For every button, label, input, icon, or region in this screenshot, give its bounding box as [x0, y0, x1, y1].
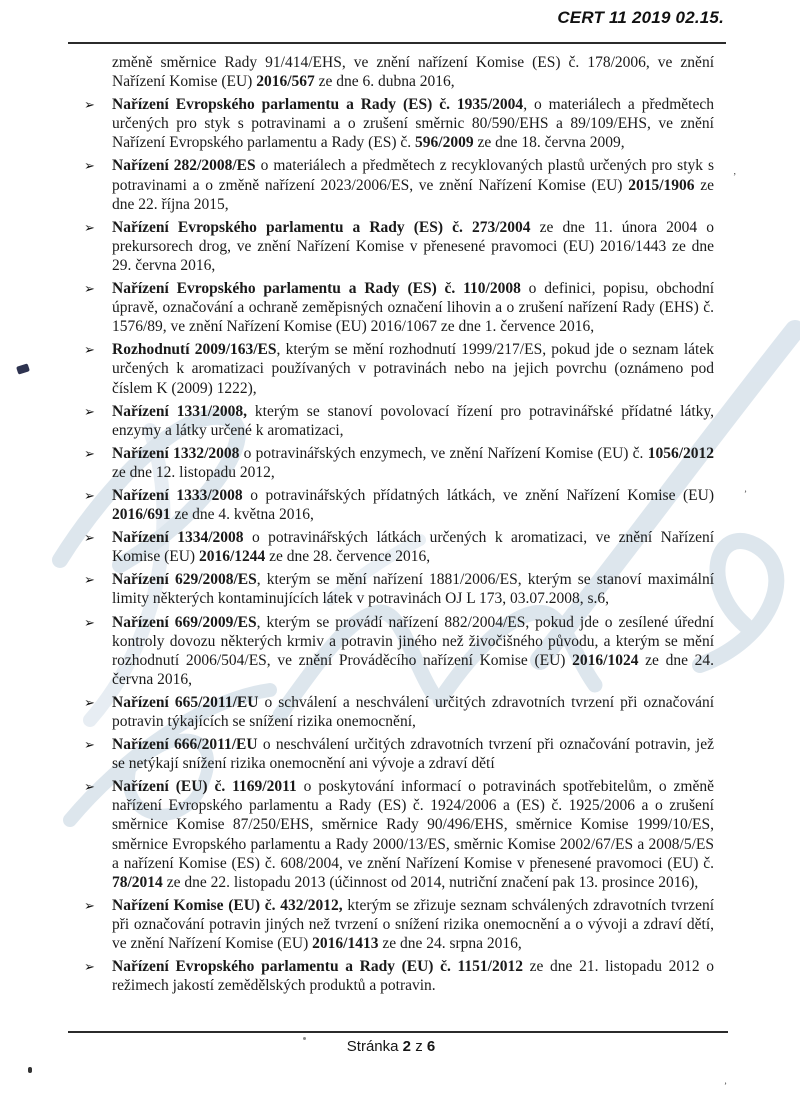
- regulation-ref-bold: 1056/2012: [647, 444, 714, 462]
- list-item: [84, 896, 714, 953]
- page-footer: [0, 1038, 800, 1055]
- bullet-arrow-icon: ➢: [84, 446, 95, 462]
- bullet-arrow-icon: ➢: [84, 488, 95, 504]
- regulation-ref-bold: Nařízení 666/2011/EU: [112, 736, 258, 754]
- bullet-arrow-icon: ➢: [84, 573, 95, 589]
- regulation-ref-bold: Nařízení (EU) č. 1169/2011: [112, 778, 297, 796]
- regulation-text: , o materiálech a předmětech určených pro styk s potravinami a o zrušení směrnic 80/590/EHS a 89/109/EHS, ve znění Nařízení Evropského parlamentu a Rady (ES) č.: [112, 96, 714, 152]
- regulation-text: ze dne 22. října 2015,: [112, 176, 715, 213]
- header-divider: [68, 42, 726, 44]
- bullet-arrow-icon: ➢: [84, 404, 95, 420]
- scan-artifact: ’: [733, 172, 737, 183]
- regulation-ref-bold: Nařízení 669/2009/ES: [112, 613, 257, 631]
- regulation-ref-bold: 2016/1244: [198, 548, 266, 566]
- regulation-text: ze dne 12. listopadu 2012,: [112, 463, 275, 481]
- list-item: [84, 279, 714, 336]
- bullet-arrow-icon: ➢: [84, 898, 95, 914]
- regulation-text: , kterým se mění rozhodnutí 1999/217/ES, pokud jde o seznam látek určených k aromatizaci používaných v potravinách nebo na jejich povrchu (oznámeno pod číslem K (2009) 1222),: [112, 341, 714, 397]
- regulation-text: kterým se stanoví povolovací řízení pro potravinářské přídatné látky, enzymy a látky určené k aromatizaci,: [112, 402, 714, 439]
- list-item: [84, 444, 714, 482]
- regulation-text: o materiálech a předmětech z recyklovaných plastů určených pro styk s potravinami a o změně nařízení 2023/2006/ES, ve znění Nařízení Komise (EU): [112, 157, 715, 194]
- list-item: [84, 486, 714, 524]
- regulation-text: o neschválení určitých zdravotních tvrzení při označování potravin, jež se netýkají snížení rizika onemocnění ani vývoje a zdraví dětí: [112, 736, 714, 773]
- regulation-text: o schválení a neschválení určitých zdravotních tvrzení při označování potravin týkajících se snížení rizika onemocnění,: [112, 693, 715, 730]
- regulation-text: , kterým se mění nařízení 1881/2006/ES, kterým se stanoví maximální limity některých kontaminujících látek v potravinách OJ L 173, 03.07.2008, s.6,: [112, 571, 715, 608]
- regulation-ref-bold: 2016/691: [112, 506, 171, 524]
- bullet-arrow-icon: ➢: [84, 220, 95, 236]
- regulation-ref-bold: Nařízení 629/2008/ES: [112, 571, 257, 589]
- regulation-text: o potravinářských přídatných látkách, ve znění Nařízení Komise (EU): [242, 486, 714, 504]
- regulation-ref-bold: Nařízení 1331/2008,: [112, 402, 247, 420]
- list-item: [84, 570, 715, 608]
- list-item: [84, 218, 714, 275]
- regulation-text: ze dne 24. srpna 2016,: [378, 935, 522, 953]
- regulation-text: o definici, popisu, obchodní úpravě, označování a ochraně zeměpisných označení lihovin a o zrušení nařízení Rady (EHS) č. 1576/89, ve znění Nařízení Komise (EU) 2016/1067 ze dne 1. července 2016,: [112, 280, 714, 336]
- list-item: [84, 340, 714, 397]
- regulation-text: , kterým se provádí nařízení 882/2004/ES, pokud jde o zesílené úřední kontroly dovozu některých krmiv a potravin jiného než živočišného původu, a kterým se mění rozhodnutí 2006/504/ES, ve znění Prováděcího nařízení Komise (EU): [112, 613, 714, 669]
- regulation-ref-bold: Nařízení 1334/2008: [112, 529, 244, 547]
- bullet-arrow-icon: ➢: [84, 343, 95, 359]
- scan-artifact: [28, 1067, 32, 1073]
- total-pages: 6: [426, 1038, 436, 1055]
- page-number: 2: [402, 1038, 412, 1055]
- regulation-text: ze dne 6. dubna 2016,: [314, 73, 455, 91]
- bullet-arrow-icon: ➢: [84, 615, 95, 631]
- scan-artifact: [303, 1037, 306, 1040]
- regulation-ref-bold: Nařízení Evropského parlamentu a Rady (ES) č. 110/2008: [112, 280, 521, 298]
- regulation-text: ze dne 21. listopadu 2012 o režimech jakostí zemědělských produktů a potravin.: [112, 958, 714, 995]
- list-item: [84, 693, 715, 731]
- list-item: [84, 735, 714, 773]
- regulation-ref-bold: Nařízení 665/2011/EU: [112, 693, 259, 711]
- list-item: [84, 156, 715, 213]
- scan-artifact: ’: [744, 489, 747, 499]
- regulation-text: o potravinářských enzymech, ve znění Nařízení Komise (EU) č.: [239, 444, 648, 462]
- list-item: [84, 957, 714, 995]
- list-item: [84, 528, 715, 566]
- regulation-text: ze dne 18. června 2009,: [473, 134, 625, 152]
- bullet-arrow-icon: ➢: [84, 960, 95, 976]
- document-body: [84, 53, 715, 999]
- regulation-ref-bold: Nařízení Evropského parlamentu a Rady (EU) č. 1151/2012: [112, 958, 523, 976]
- regulation-text: ze dne 22. listopadu 2013 (účinnost od 2014, nutriční značení pak 13. prosince 2016),: [162, 873, 699, 891]
- regulation-ref-bold: Nařízení Evropského parlamentu a Rady (ES) č. 273/2004: [112, 218, 531, 236]
- regulation-ref-bold: 596/2009: [415, 134, 474, 152]
- list-item: [84, 402, 714, 440]
- regulation-ref-bold: 2015/1906: [628, 176, 695, 194]
- document-code: CERT 11 2019 02.15.: [557, 8, 724, 27]
- bullet-arrow-icon: ➢: [84, 780, 95, 796]
- regulation-ref-bold: Nařízení Evropského parlamentu a Rady (ES) č. 1935/2004: [112, 96, 524, 114]
- bullet-arrow-icon: ➢: [84, 159, 95, 175]
- regulation-ref-bold: Nařízení 282/2008/ES: [112, 157, 256, 175]
- bullet-arrow-icon: ➢: [84, 531, 95, 547]
- bullet-arrow-icon: ➢: [84, 738, 95, 754]
- bullet-arrow-icon: ➢: [84, 282, 95, 298]
- regulation-ref-bold: 2016/1024: [572, 651, 639, 669]
- intro-paragraph: [112, 53, 714, 91]
- footer-of-word: z: [415, 1038, 423, 1055]
- regulation-text: ze dne 24. června 2016,: [112, 651, 714, 688]
- regulation-text: ze dne 11. února 2004 o prekursorech drog, ve znění Nařízení Komise v přenesené pravomoci (EU) 2016/1443 ze dne 29. června 2016,: [112, 218, 714, 274]
- regulation-ref-bold: 2016/1413: [312, 935, 379, 953]
- scan-artifact: [16, 363, 30, 374]
- footer-divider: [68, 1031, 728, 1033]
- regulation-text: o poskytování informací o potravinách spotřebitelům, o změně nařízení Evropského parlamentu a Rady (ES) č. 1924/2006 a (ES) č. 1925/2006 a o zrušení směrnice Komise 87/250/EHS, směrnice Rady 90/496/EHS, směrnice Komise 1999/10/ES, směrnice Evropského parlamentu a Rady 2000/13/ES, směrnic Komise 2002/67/ES a 2008/5/ES a nařízení Komise (ES) č. 608/2004, ve znění Nařízení Komise v přenesené pravomoci (EU) č.: [112, 778, 714, 872]
- footer-label: Stránka: [346, 1038, 399, 1055]
- regulation-ref-bold: Nařízení 1332/2008: [112, 444, 240, 462]
- list-item: [84, 777, 714, 892]
- regulation-ref-bold: Nařízení 1333/2008: [112, 486, 243, 504]
- bullet-arrow-icon: ➢: [84, 98, 95, 114]
- regulation-ref-bold: 78/2014: [112, 873, 163, 891]
- regulation-list: [84, 95, 715, 995]
- regulation-text: o potravinářských látkách určených k aromatizaci, ve znění Nařízení Komise (EU): [112, 529, 715, 566]
- regulation-text: změně směrnice Rady 91/414/EHS, ve znění nařízení Komise (ES) č. 178/2006, ve znění Nařízení Komise (EU): [112, 54, 714, 91]
- list-item: [84, 95, 714, 152]
- regulation-text: ze dne 28. července 2016,: [265, 548, 431, 566]
- regulation-text: kterým se zřizuje seznam schválených zdravotních tvrzení při označování potravin jiných než tvrzení o snížení rizika onemocnění a o vývoji a zdraví dětí, ve znění Nařízení Komise (EU): [112, 896, 714, 953]
- bullet-arrow-icon: ➢: [84, 695, 95, 711]
- scan-artifact: ’: [724, 1081, 727, 1091]
- regulation-ref-bold: Rozhodnutí 2009/163/ES: [112, 341, 277, 359]
- regulation-ref-bold: Nařízení Komise (EU) č. 432/2012,: [112, 896, 343, 914]
- list-item: [84, 613, 714, 689]
- regulation-ref-bold: 2016/567: [256, 73, 315, 91]
- regulation-text: ze dne 4. května 2016,: [170, 506, 314, 524]
